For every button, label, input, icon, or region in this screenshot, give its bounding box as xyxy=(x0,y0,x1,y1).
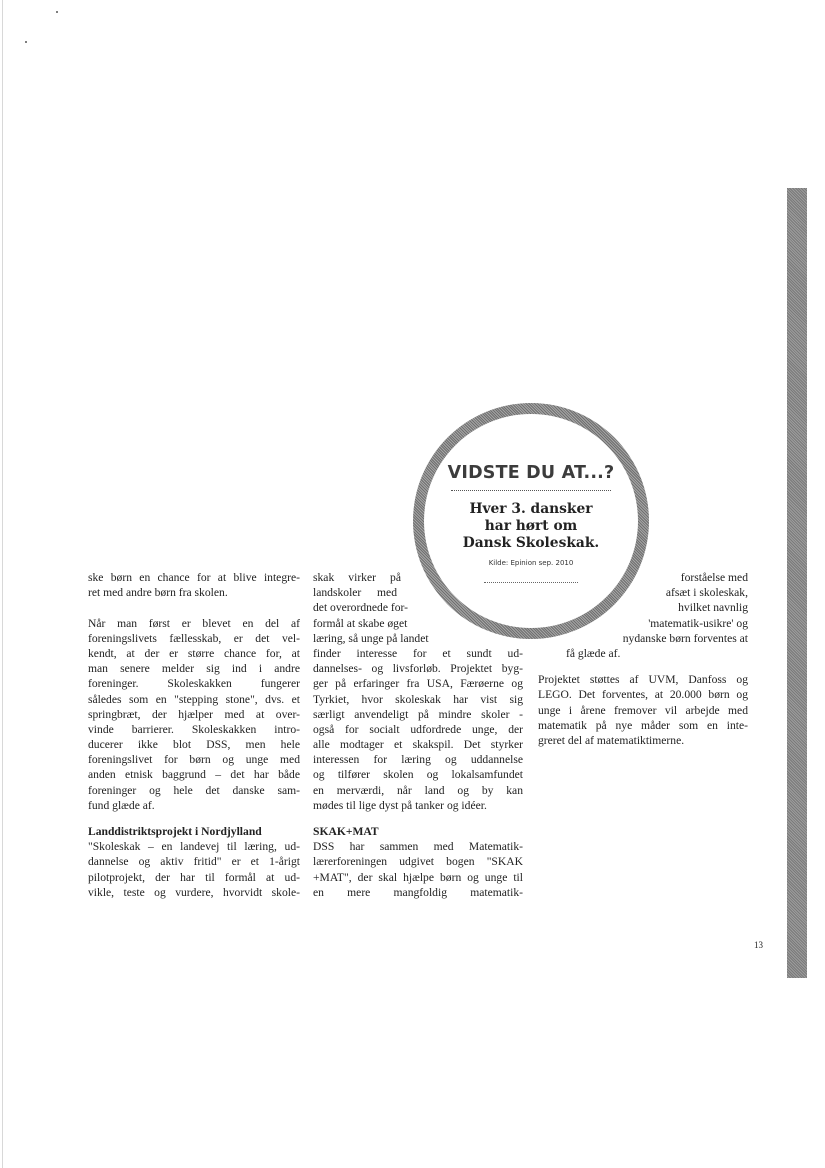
text-line: ducerer ikke blot DSS, men hele xyxy=(88,738,300,752)
page-number: 13 xyxy=(754,940,763,950)
section-heading: SKAK+MAT xyxy=(313,825,379,838)
text-line: skak virker på xyxy=(313,571,401,584)
text-line: Når man først er blevet en del af xyxy=(88,616,300,630)
fact-line: Hver 3. dansker xyxy=(469,501,593,517)
text-line: unge i årene fremover vil arbejde med xyxy=(538,703,748,717)
infobox-heading: VIDSTE DU AT...? xyxy=(447,463,615,483)
text-line: vinde barrierer. Skoleskakken intro- xyxy=(88,722,300,736)
text-line: hvilket navnlig xyxy=(678,601,748,615)
infobox-source: Kilde: Epinion sep. 2010 xyxy=(488,559,574,567)
scan-edge-line xyxy=(2,0,3,1168)
text-line: alle modtager et skakspil. Det styrker xyxy=(313,738,523,752)
text-line: finder interesse for et sundt ud- xyxy=(313,646,523,660)
text-line: afsæt i skoleskak, xyxy=(665,586,748,600)
section-heading: Landdistriktsprojekt i Nordjylland xyxy=(88,825,262,838)
text-line: foreninger. Skoleskakken fungerer xyxy=(88,677,300,691)
text-line: ger på erfaringer fra USA, Færøerne og xyxy=(313,677,523,691)
text-line xyxy=(88,600,300,615)
text-line: springbræt, der hjælper med at over- xyxy=(88,707,300,721)
fact-line: Dansk Skoleskak. xyxy=(462,535,600,551)
text-line: Projektet støttes af UVM, Danfoss og xyxy=(538,673,748,687)
text-line: og tilfører skolen og lokalsamfundet xyxy=(313,768,523,782)
text-line: fund glæde af. xyxy=(88,798,155,812)
text-line: en merværdi, når land og by kan xyxy=(313,783,523,797)
text-line: Tyrkiet, hvor skoleskak har vist sig xyxy=(313,692,523,706)
text-line: LEGO. Det forventes, at 20.000 børn og xyxy=(538,688,748,702)
dotted-divider xyxy=(484,582,578,583)
dotted-divider xyxy=(451,490,611,491)
text-line: foreningslivets fællesskab, er det vel- xyxy=(88,631,300,645)
scan-speck xyxy=(25,41,27,43)
text-line: foreninger og hele det danske sam- xyxy=(88,783,300,797)
text-column-1 xyxy=(88,570,300,900)
text-line: få glæde af. xyxy=(566,646,621,660)
text-line: DSS har sammen med Matematik- xyxy=(313,840,523,854)
text-line: vikle, teste og vurdere, hvorvidt skole- xyxy=(88,885,300,899)
text-line: anden etnisk baggrund – det har både xyxy=(88,768,300,782)
text-line: "Skoleskak – en landevej til læring, ud- xyxy=(88,840,300,854)
text-line: nydanske børn forventes at xyxy=(622,631,748,645)
text-line: ske børn en chance for at blive integre- xyxy=(88,571,300,584)
did-you-know-circle xyxy=(413,403,649,639)
text-line: mødes til lige dyst på tanker og idéer. xyxy=(313,798,487,812)
text-line: det overordnede for- xyxy=(313,601,409,615)
text-line: således som en "stepping stone", dvs. et xyxy=(88,692,300,706)
text-line: matematik på nye måder som en inte- xyxy=(538,718,748,732)
text-line: dannelse og aktiv fritid" er et 1-årigt xyxy=(88,855,300,869)
text-line: særligt anvendeligt på mindre skoler - xyxy=(313,707,523,721)
page-side-bar xyxy=(787,188,807,978)
text-line: landskoler med xyxy=(313,586,397,600)
text-line: +MAT", der skal hjælpe børn og unge til xyxy=(313,870,523,884)
text-line: forståelse med xyxy=(680,571,748,584)
text-line: man senere melder sig ind i andre xyxy=(88,662,300,676)
text-line: en mere mangfoldig matematik- xyxy=(313,885,523,899)
text-line: dannelses- og livsforløb. Projektet byg- xyxy=(313,662,523,676)
text-line: ret med andre børn fra skolen. xyxy=(88,586,228,600)
text-line: kendt, at der er større chance for, at xyxy=(88,646,300,660)
fact-line: har hørt om xyxy=(484,518,578,534)
text-line: læring, så unge på landet xyxy=(313,631,429,645)
text-line: greret del af matematiktimerne. xyxy=(538,733,685,747)
text-line: pilotprojekt, der har til formål at ud- xyxy=(88,870,300,884)
infobox-fact xyxy=(424,501,638,552)
text-line: formål at skabe øget xyxy=(313,616,408,630)
text-line: foreningslivet for børn og unge med xyxy=(88,753,300,767)
text-line: også for socialt udfordrede unge, der xyxy=(313,722,523,736)
text-line: interessen for læring og uddannelse xyxy=(313,753,523,767)
scan-speck xyxy=(56,11,58,13)
text-line: lærerforeningen udgivet bogen "SKAK xyxy=(313,855,523,869)
text-line: 'matematik-usikre' og xyxy=(648,616,748,630)
